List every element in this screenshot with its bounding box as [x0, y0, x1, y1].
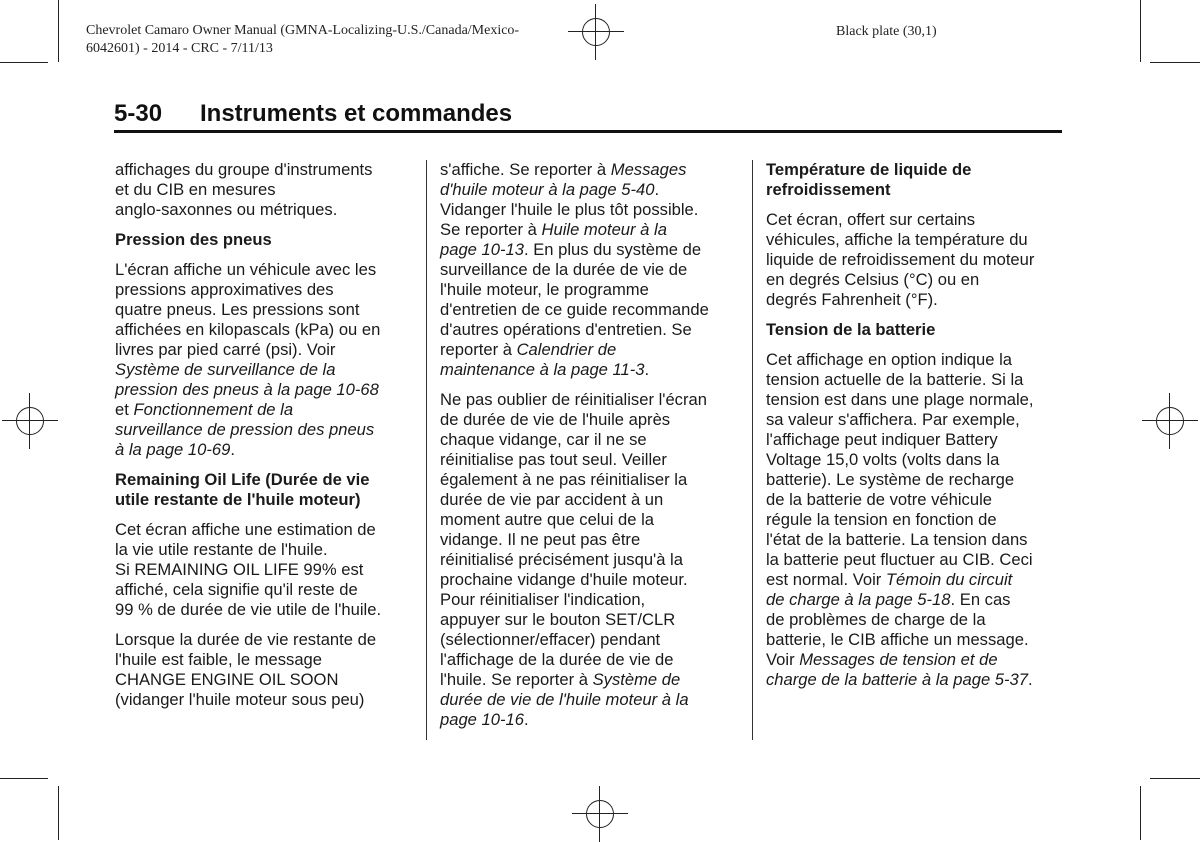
text-line: (vidanger l'huile moteur sous peu)	[115, 690, 365, 709]
text-fragment: est normal. Voir	[766, 570, 882, 589]
crop-mark	[1140, 0, 1141, 62]
text-line: CHANGE ENGINE OIL SOON	[115, 670, 339, 689]
cross-reference[interactable]: Calendrier de	[516, 340, 617, 359]
registration-mark	[572, 786, 628, 842]
text-line: véhicules, affiche la température du	[766, 230, 1028, 249]
text-line: anglo-saxonnes ou métriques.	[115, 200, 338, 219]
text-fragment: Voir	[766, 650, 795, 669]
text-line: la vie utile restante de l'huile.	[115, 540, 328, 559]
crop-mark	[0, 778, 48, 779]
text-line: batterie). Le système de recharge	[766, 470, 1015, 489]
text-line: liquide de refroidissement du moteur	[766, 250, 1035, 269]
text-line: tension est dans une plage normale,	[766, 390, 1034, 409]
text-line: appuyer sur le bouton SET/CLR	[440, 610, 676, 629]
crop-mark	[58, 786, 59, 840]
text-line: prochaine vidange d'huile moteur.	[440, 570, 688, 589]
text-line: Voltage 15,0 volts (volts dans la	[766, 450, 1000, 469]
text-line: Pour réinitialiser l'indication,	[440, 590, 646, 609]
cross-reference[interactable]: Système de	[592, 670, 681, 689]
text-fragment: .	[523, 710, 529, 729]
text-line: 99 % de durée de vie utile de l'huile.	[115, 600, 382, 619]
text-fragment: .	[1028, 670, 1033, 689]
text-line: Si REMAINING OIL LIFE 99% est	[115, 560, 364, 579]
section-number: 5-30	[114, 100, 163, 127]
subheading-tire-pressure: Pression des pneus	[115, 230, 272, 249]
text-line: Vidanger l'huile le plus tôt possible.	[440, 200, 699, 219]
text-line: affichées en kilopascals (kPa) ou en	[115, 320, 381, 339]
text-line: sa valeur s'affichera. Par exemple,	[766, 410, 1020, 429]
text-line: degrés Fahrenheit (°F).	[766, 290, 938, 309]
text-fragment: et	[115, 400, 129, 419]
text-fragment: .	[644, 360, 650, 379]
text-line: chaque vidange, car il ne se	[440, 430, 647, 449]
text-line: quatre pneus. Les pressions sont	[115, 300, 360, 319]
cross-reference[interactable]: surveillance de pression des pneus	[115, 420, 375, 439]
cross-reference[interactable]: Messages	[610, 160, 687, 179]
text-line: Cet affichage en option indique la	[766, 350, 1013, 369]
section-heading	[114, 100, 1062, 133]
column-1	[115, 160, 411, 710]
text-line: surveillance de la durée de vie de	[440, 260, 688, 279]
crop-mark	[58, 0, 59, 62]
crop-mark	[1140, 786, 1141, 840]
text-line: la batterie peut fluctuer au CIB. Ceci	[766, 550, 1033, 569]
text-line: l'huile est faible, le message	[115, 650, 323, 669]
cross-reference[interactable]: de charge à la page 5-18	[766, 590, 951, 609]
crop-mark	[1150, 62, 1200, 63]
text-line: réinitialise pas tout seul. Veiller	[440, 450, 667, 469]
cross-reference[interactable]: page 10-16	[440, 710, 524, 729]
text-line: l'affichage peut indiquer Battery	[766, 430, 998, 449]
registration-mark	[1142, 393, 1198, 449]
text-fragment: . En plus du système de	[523, 240, 702, 259]
cross-reference[interactable]: charge de la batterie à la page 5-37	[766, 670, 1028, 689]
text-line: tension actuelle de la batterie. Si la	[766, 370, 1024, 389]
text-line: Cet écran, offert sur certains	[766, 210, 976, 229]
section-title: Instruments et commandes	[200, 100, 513, 127]
cross-reference[interactable]: maintenance à la page 11-3	[440, 360, 645, 379]
print-meta-line-1: Chevrolet Camaro Owner Manual (GMNA-Localizing-U.S./Canada/Mexico-	[86, 23, 520, 38]
cross-reference[interactable]: Fonctionnement de la	[133, 400, 294, 419]
crop-mark	[1150, 778, 1200, 779]
print-meta-line-2: 6042601) - 2014 - CRC - 7/11/13	[86, 41, 273, 56]
text-line: d'entretien de ce guide recommande	[440, 300, 709, 319]
text-line: réinitialisé précisément jusqu'à la	[440, 550, 683, 569]
text-line: moment autre que celui de la	[440, 510, 655, 529]
cross-reference[interactable]: Messages de tension et de	[799, 650, 998, 669]
text-fragment: . En cas	[950, 590, 1011, 609]
subheading-coolant-temperature: Température de liquide de	[766, 160, 972, 179]
cross-reference[interactable]: durée de vie de l'huile moteur à la	[440, 690, 689, 709]
text-line: Ne pas oublier de réinitialiser l'écran	[440, 390, 707, 409]
text-line: L'écran affiche un véhicule avec les	[115, 260, 377, 279]
text-line: l'état de la batterie. La tension dans	[766, 530, 1028, 549]
text-line: de durée de vie de l'huile après	[440, 410, 671, 429]
subheading-coolant-temperature: refroidissement	[766, 180, 891, 199]
cross-reference[interactable]: à la page 10-69	[115, 440, 231, 459]
text-line: pressions approximatives des	[115, 280, 334, 299]
text-line: vidange. Il ne peut pas être	[440, 530, 641, 549]
text-line: l'affichage de la durée de vie de	[440, 650, 674, 669]
text-fragment: Se reporter à	[440, 220, 537, 239]
text-fragment: .	[230, 440, 235, 459]
column-2	[440, 160, 740, 730]
column-divider	[426, 160, 427, 740]
text-line: (sélectionner/effacer) pendant	[440, 630, 661, 649]
text-line: régule la tension en fonction de	[766, 510, 997, 529]
text-fragment: l'huile. Se reporter à	[440, 670, 588, 689]
text-line: durée de vie par accident à un	[440, 490, 664, 509]
text-line: batterie, le CIB affiche un message.	[766, 630, 1029, 649]
text-line: Cet écran affiche une estimation de	[115, 520, 376, 539]
cross-reference[interactable]: page 10-13	[440, 240, 524, 259]
text-line: en degrés Celsius (°C) ou en	[766, 270, 980, 289]
subheading-battery-voltage: Tension de la batterie	[766, 320, 936, 339]
column-3	[766, 160, 1066, 690]
registration-mark	[568, 4, 624, 60]
cross-reference[interactable]: pression des pneus à la page 10-68	[115, 380, 379, 399]
text-fragment: .	[654, 180, 660, 199]
print-meta	[86, 22, 519, 58]
cross-reference[interactable]: Système de surveillance de la	[115, 360, 336, 379]
text-fragment: reporter à	[440, 340, 512, 359]
text-line: affiché, cela signifie qu'il reste de	[115, 580, 358, 599]
text-line: également à ne pas réinitialiser la	[440, 470, 688, 489]
subheading-oil-life: utile restante de l'huile moteur)	[115, 490, 361, 509]
text-line: Lorsque la durée de vie restante de	[115, 630, 377, 649]
subheading-oil-life: Remaining Oil Life (Durée de vie	[115, 470, 370, 489]
cross-reference[interactable]: d'huile moteur à la page 5-40	[440, 180, 655, 199]
crop-mark	[0, 62, 48, 63]
plate-label: Black plate (30,1)	[836, 24, 937, 39]
text-line: d'autres opérations d'entretien. Se	[440, 320, 692, 339]
text-line: de problèmes de charge de la	[766, 610, 986, 629]
text-line: et du CIB en mesures	[115, 180, 276, 199]
text-line: l'huile moteur, le programme	[440, 280, 649, 299]
text-fragment: s'affiche. Se reporter à	[440, 160, 607, 179]
text-line: affichages du groupe d'instruments	[115, 160, 373, 179]
text-line: de la batterie de votre véhicule	[766, 490, 993, 509]
cross-reference[interactable]: Huile moteur à la	[541, 220, 667, 239]
text-line: livres par pied carré (psi). Voir	[115, 340, 336, 359]
column-divider	[752, 160, 753, 740]
registration-mark	[2, 393, 58, 449]
cross-reference[interactable]: Témoin du circuit	[885, 570, 1013, 589]
